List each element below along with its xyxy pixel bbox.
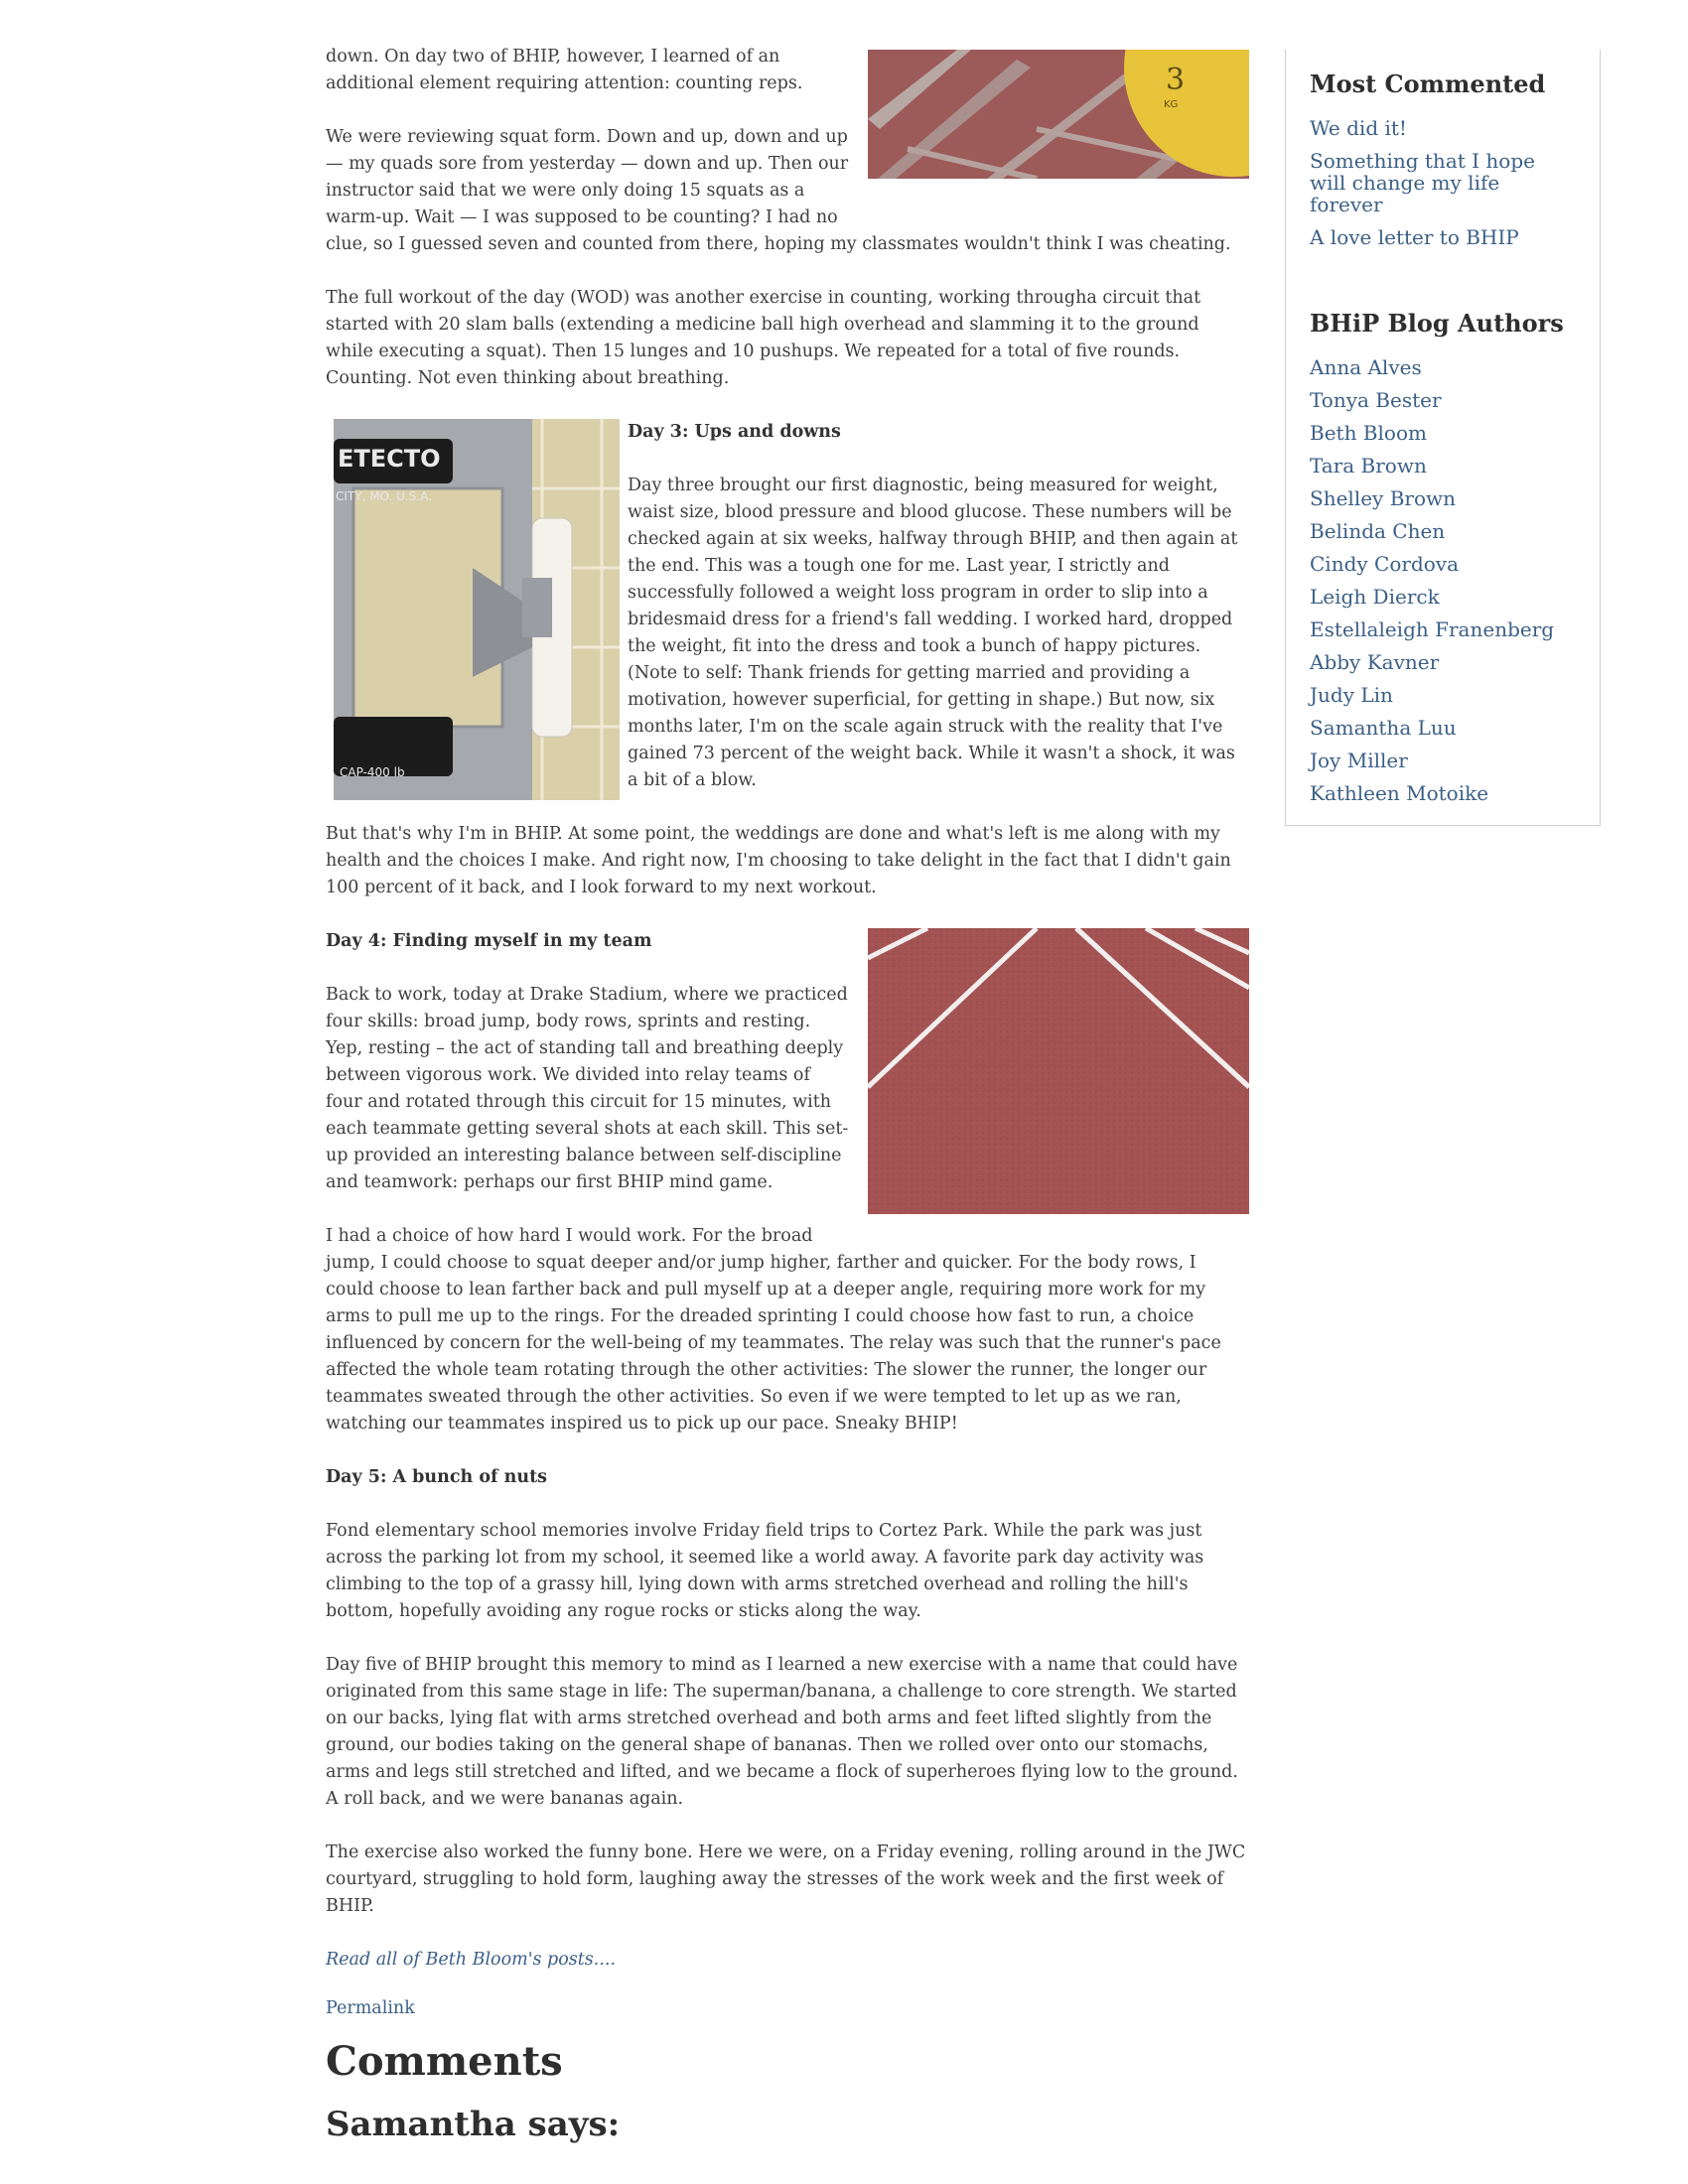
author-link[interactable]: Shelley Brown [1310, 486, 1457, 510]
author-link[interactable]: Belinda Chen [1310, 519, 1446, 543]
read-all-posts-link[interactable]: Read all of Beth Bloom's posts.... [326, 1950, 617, 1970]
authors-list [1310, 356, 1576, 804]
author-link[interactable]: Cindy Cordova [1310, 552, 1460, 576]
scale-brand-label: ETECTO [338, 445, 441, 473]
most-commented-list [1310, 117, 1576, 248]
day3-heading: Day 3: Ups and downs [628, 422, 841, 442]
most-commented-link[interactable]: Something that I hope will change my life forever [1310, 149, 1535, 216]
author-link[interactable]: Judy Lin [1310, 683, 1393, 707]
paragraph-wod: The full workout of the day (WOD) was another exercise in counting, working througha circuit that started with 20 slam balls (extending a medicine ball high overhead and slamming it to the ground while executing a squat). Then 15 lunges and 10 pushups. We repeated for a total of five rounds. Counting. Not even thinking about breathing. [326, 288, 1201, 388]
author-link[interactable]: Tara Brown [1310, 454, 1427, 478]
author-link[interactable]: Samantha Luu [1310, 716, 1457, 740]
paragraph-day5a: Fond elementary school memories involve Friday field trips to Cortez Park. While the park was just across the parking lot from my school, it seemed like a world away. A favorite park day activity was climbing to the top of a grassy hill, lying down with arms stretched overhead and rolling the hill's bottom, hopefully avoiding any rogue rocks or sticks along the way. [326, 1521, 1204, 1621]
author-link[interactable]: Beth Bloom [1310, 421, 1427, 445]
author-link[interactable]: Anna Alves [1310, 355, 1422, 379]
scale-photo [334, 419, 620, 800]
author-link[interactable]: Estellaleigh Franenberg [1310, 617, 1555, 641]
scale-city-label: CITY, MO. U.S.A. [336, 489, 432, 503]
most-commented-link[interactable]: A love letter to BHIP [1310, 225, 1519, 249]
author-link[interactable]: Kathleen Motoike [1310, 781, 1489, 805]
comment-author: Samantha says: [326, 2105, 621, 2144]
paragraph-day3: Day three brought our first diagnostic, being measured for weight, waist size, blood pressure and blood glucose. These numbers will be checked again at six weeks, halfway through BHIP, and then again at the end. This was a tough one for me. Last year, I strictly and successfully followed a weight loss program in order to slip into a bridesmaid dress for a friend's fall wedding. I worked hard, dropped the weight, fit into the dress and took a bunch of happy pictures. (Note to self: Thank friends for getting married and providing a motivation, however superficial, for getting in shape.) But now, six months later, I'm on the scale again struck with the reality that I've gained 73 percent of the weight back. While it wasn't a shock, it was a bit of a blow. [628, 476, 1238, 790]
paragraph-day4b: I had a choice of how hard I would work. For the broad jump, I could choose to squat deeper and/or jump higher, farther and quicker. For the body rows, I could choose to lean farther back and pull myself up at a deeper angle, requiring more work for my arms to pull me up to the rings. For the dreaded sprinting I could choose how fast to run, a choice influenced by concern for the well-being of my teammates. The relay was such that the runner's pace affected the whole team rotating through the other activities: The slower the runner, the longer our teammates sweated through the other activities. So even if we were tempted to let up as we ran, watching our teammates inspired us to pick up our pace. Sneaky BHIP! [326, 1226, 1221, 1433]
author-link[interactable]: Joy Miller [1310, 749, 1408, 772]
medicine-ball-photo [868, 50, 1249, 179]
paragraph-squat: We were reviewing squat form. Down and up, down and up — my quads sore from yesterday — down and up. Then our instructor said that we were only doing 15 squats as a warm-up. Wait — I was supposed to be counting? I had no clue, so I guessed seven and counted from there, hoping my classmates wouldn't think I was cheating. [326, 127, 1231, 254]
comments-title: Comments [326, 2038, 563, 2085]
day5-heading: Day 5: A bunch of nuts [326, 1467, 548, 1487]
author-link[interactable]: Leigh Dierck [1310, 585, 1440, 609]
permalink-link[interactable]: Permalink [326, 1998, 415, 2018]
paragraph-day5c: The exercise also worked the funny bone. Here we were, on a Friday evening, rolling around in the JWC courtyard, struggling to hold form, laughing away the stresses of the work week and the first week of BHIP. [326, 1843, 1246, 1916]
paragraph-day4: Back to work, today at Drake Stadium, where we practiced four skills: broad jump, body rows, sprints and resting. Yep, resting – the act of standing tall and breathing deeply between vigorous work. We divided into relay teams of four and rotated through this circuit for 15 minutes, with each teammate getting several shots at each skill. This set-up provided an interesting balance between self-discipline and teamwork: perhaps our first BHIP mind game. [326, 985, 849, 1192]
scale-capacity-label: CAP-400 lb [340, 765, 405, 779]
authors-title: BHiP Blog Authors [1310, 309, 1564, 338]
most-commented-title: Most Commented [1310, 69, 1546, 98]
paragraph-day3b: But that's why I'm in BHIP. At some point, the weddings are done and what's left is me along with my health and the choices I make. And right now, I'm choosing to take delight in the fact that I didn't gain 100 percent of it back, and I look forward to my next workout. [326, 824, 1231, 897]
author-link[interactable]: Abby Kavner [1310, 650, 1440, 674]
running-track-photo [868, 928, 1249, 1214]
day4-heading: Day 4: Finding myself in my team [326, 931, 652, 951]
most-commented-link[interactable]: We did it! [1310, 116, 1407, 140]
svg-text:KG: KG [1164, 99, 1179, 110]
paragraph-day5b: Day five of BHIP brought this memory to mind as I learned a new exercise with a name that could have originated from this same stage in life: The superman/banana, a challenge to core strength. We started on our backs, lying flat with arms stretched overhead and both arms and feet lifted slightly from the ground, our bodies taking on the general shape of bananas. Then we rolled over onto our stomachs, arms and legs still stretched and lifted, and we became a flock of superheroes flying low to the ground. A roll back, and we were bananas again. [326, 1655, 1238, 1809]
blog-post-body [326, 44, 1249, 2145]
sidebar [1285, 50, 1601, 826]
author-link[interactable]: Tonya Bester [1310, 388, 1442, 412]
svg-text:3: 3 [1166, 63, 1186, 97]
paragraph-intro: down. On day two of BHIP, however, I learned of an additional element requiring attention: counting reps. [326, 47, 803, 93]
